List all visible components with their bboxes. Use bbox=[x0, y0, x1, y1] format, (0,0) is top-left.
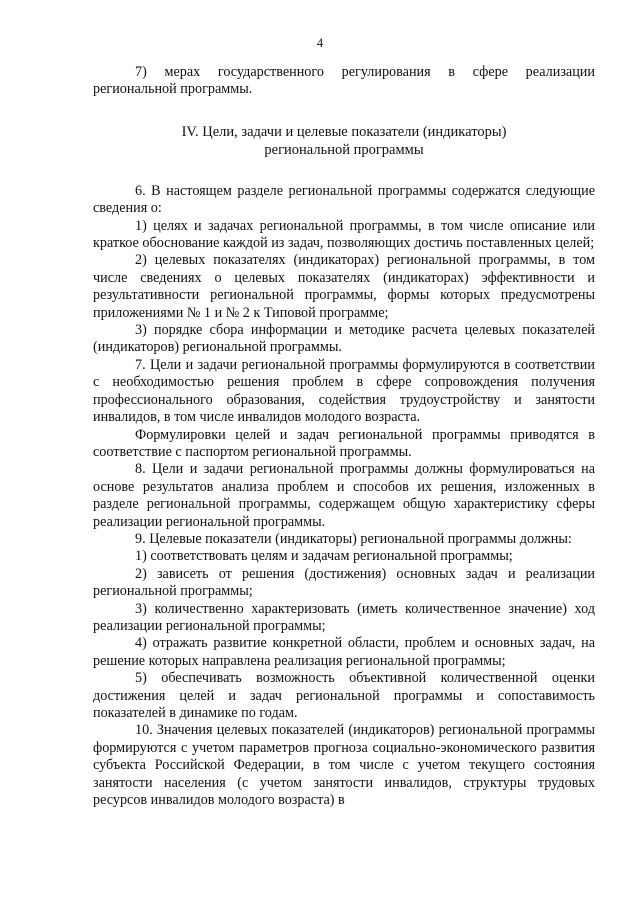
paragraph-8: 8. Цели и задачи региональной программы должны формулироваться на основе результатов анализа проблем и способов их решения, изложенных в разделе региональной программы, содержащем общую характеристику сферы реализации региональной программы. bbox=[93, 461, 595, 530]
paragraph-9-item-1: 1) соответствовать целям и задачам региональной программы; bbox=[135, 548, 513, 565]
paragraph-7: 7. Цели и задачи региональной программы формулируются в соответствии с необходимостью решения проблем в сфере сопровождения получения профессионального образования, содействия трудоустройству и занятости инвалидов, в том числе инвалидов молодого возраста. bbox=[93, 356, 595, 426]
paragraph-6: 6. В настоящем разделе региональной программы содержатся следующие сведения о: bbox=[93, 182, 595, 217]
section-heading-line-1: IV. Цели, задачи и целевые показатели (индикаторы) bbox=[181, 123, 507, 140]
paragraph-9: 9. Целевые показатели (индикаторы) региональной программы должны: bbox=[135, 530, 572, 547]
paragraph-6-item-2: 2) целевых показателях (индикаторах) региональной программы, в том числе сведениях о целевых показателях (индикаторах) эффективности и результативности региональной программы, формы которых предусмотрены приложениями № 1 и № 2 к Типовой программе; bbox=[93, 252, 595, 321]
document-body bbox=[93, 64, 595, 809]
paragraph-9-item-2: 2) зависеть от решения (достижения) основных задач и реализации региональной программы; bbox=[93, 565, 595, 600]
paragraph-9-item-5: 5) обеспечивать возможность объективной количественной оценки достижения целей и задач региональной программы и сопоставимость показателей в динамике по годам. bbox=[93, 670, 595, 721]
paragraph-6-item-3: 3) порядке сбора информации и методике расчета целевых показателей (индикаторов) региональной программы. bbox=[93, 322, 595, 356]
paragraph-9-item-4: 4) отражать развитие конкретной области, проблем и основных задач, на решение которых направлена реализация региональной программы; bbox=[93, 635, 595, 669]
intro-paragraph: 7) мерах государственного регулирования в сфере реализации региональной программы. bbox=[93, 64, 595, 98]
page-number: 4 bbox=[316, 36, 324, 50]
paragraph-7-continued: Формулировки целей и задач региональной программы приводятся в соответствие с паспортом региональной программы. bbox=[93, 426, 595, 460]
paragraph-9-item-3: 3) количественно характеризовать (иметь количественное значение) ход реализации региональной программы; bbox=[93, 600, 595, 634]
paragraph-6-item-1: 1) целях и задачах региональной программы, в том числе описание или краткое обоснование каждой из задач, позволяющих достичь поставленных целей; bbox=[93, 217, 595, 252]
section-heading-line-2: региональной программы bbox=[264, 141, 424, 158]
section-heading bbox=[93, 123, 595, 159]
paragraph-10: 10. Значения целевых показателей (индикаторов) региональной программы формируются с учетом параметров прогноза социально-экономического развития субъекта Российской Федерации, в том числе с учетом текущего состояния занятости населения (с учетом занятости инвалидов, структуры трудовых ресурсов инвалидов молодого возраста) в bbox=[93, 722, 595, 809]
